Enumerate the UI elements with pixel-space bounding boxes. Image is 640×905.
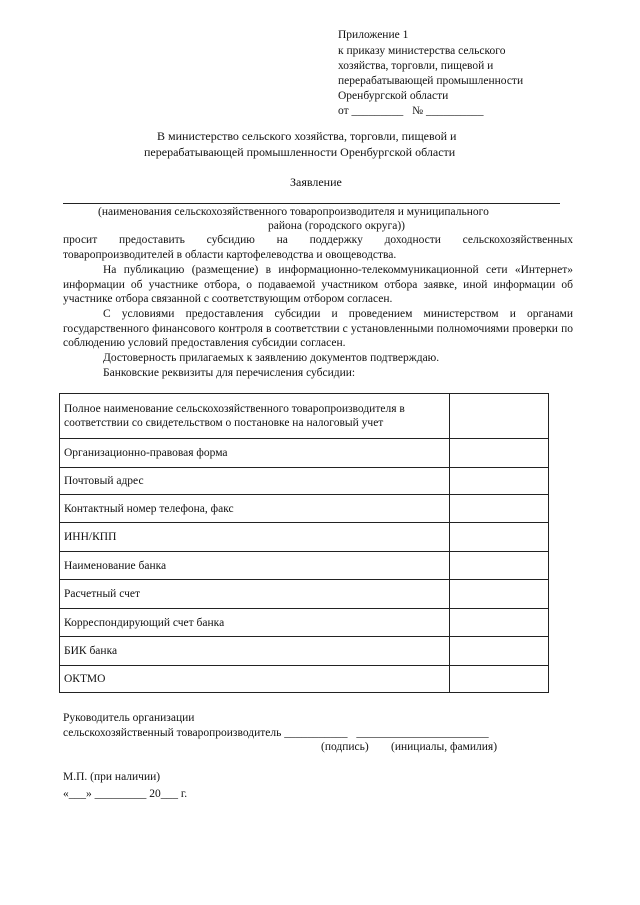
table-row xyxy=(60,439,549,468)
paragraph-request: просит предоставить субсидию на поддержку доходности сельскохозяйственных товаропроизводителей в области картофелеводства и овощеводства. xyxy=(63,234,573,261)
appendix-order-line: хозяйства, торговли, пищевой и xyxy=(338,60,494,72)
applicant-hint: (наименования сельскохозяйственного товаропроизводителя и муниципального xyxy=(98,206,489,218)
name-blank: _______________________ xyxy=(356,727,489,739)
row-label: Корреспондирующий счет банка xyxy=(60,609,450,637)
addressee-line: перерабатывающей промышленности Оренбургской области xyxy=(144,145,456,159)
appendix-order-line: Оренбургской области xyxy=(338,90,449,102)
stamp-label: М.П. (при наличии) xyxy=(63,771,161,783)
date-blank: _________ xyxy=(351,105,404,117)
row-label: Почтовый адрес xyxy=(60,468,450,495)
date-prefix: от xyxy=(338,105,349,117)
appendix-order-line: к приказу министерства сельского xyxy=(338,45,506,57)
number-blank: __________ xyxy=(425,105,484,117)
signature-title: Руководитель организации xyxy=(63,712,195,724)
table-row xyxy=(60,523,549,552)
name-caption: (инициалы, фамилия) xyxy=(391,741,498,753)
signature-role xyxy=(63,726,489,740)
applicant-hint: района (городского округа)) xyxy=(268,220,406,232)
paragraph-bank-details: Банковские реквизиты для перечисления субсидии: xyxy=(103,367,356,379)
row-value xyxy=(450,552,549,580)
table-row xyxy=(60,609,549,637)
row-value xyxy=(450,439,549,468)
number-sign: № xyxy=(412,105,424,117)
paragraph-confirmation: Достоверность прилагаемых к заявлению документов подтверждаю. xyxy=(103,352,440,364)
appendix-order-line: перерабатывающей промышленности xyxy=(338,75,524,87)
row-value xyxy=(450,394,549,439)
paragraph-conditions: С условиями предоставления субсидии и проведением министерством и органами государственного финансового контроля в соответствии с установленными полномочиями проверки по соблюдению условий предоставления субсидии согласен. xyxy=(63,308,573,350)
document-heading: Заявление xyxy=(290,175,342,189)
table-row xyxy=(60,495,549,523)
date-line: «___» _________ 20___ г. xyxy=(63,788,188,800)
table-row xyxy=(60,552,549,580)
row-label: Контактный номер телефона, факс xyxy=(60,495,450,523)
signature-caption: (подпись) xyxy=(321,741,369,753)
row-label: ИНН/КПП xyxy=(60,523,450,552)
appendix-date-number xyxy=(338,104,483,118)
signature-role-text: сельскохозяйственный товаропроизводитель xyxy=(63,727,282,739)
table-row xyxy=(60,580,549,609)
table-row xyxy=(60,468,549,495)
row-value xyxy=(450,523,549,552)
row-label: ОКТМО xyxy=(60,666,450,693)
table-row xyxy=(60,666,549,693)
row-label: БИК банка xyxy=(60,637,450,666)
signature-blank: ___________ xyxy=(284,727,348,739)
row-label: Организационно-правовая форма xyxy=(60,439,450,468)
appendix-title: Приложение 1 xyxy=(338,29,409,41)
row-label: Полное наименование сельскохозяйственного товаропроизводителя в соответствии со свидетельством о постановке на налоговый учет xyxy=(60,394,450,439)
row-value xyxy=(450,580,549,609)
row-value xyxy=(450,666,549,693)
row-value xyxy=(450,609,549,637)
row-label: Расчетный счет xyxy=(60,580,450,609)
row-value xyxy=(450,495,549,523)
paragraph-publication: На публикацию (размещение) в информационно-телекоммуникационной сети «Интернет» информации об участнике отбора, о подаваемой участником отбора заявке, иной информации об участнике отбора связанной с соответствующим отбором согласен. xyxy=(63,264,573,306)
addressee-line: В министерство сельского хозяйства, торговли, пищевой и xyxy=(157,129,457,143)
table-row xyxy=(60,394,549,439)
table-row xyxy=(60,637,549,666)
bank-details-table xyxy=(59,393,549,693)
row-value xyxy=(450,468,549,495)
applicant-name-line xyxy=(63,203,560,204)
row-value xyxy=(450,637,549,666)
row-label: Наименование банка xyxy=(60,552,450,580)
